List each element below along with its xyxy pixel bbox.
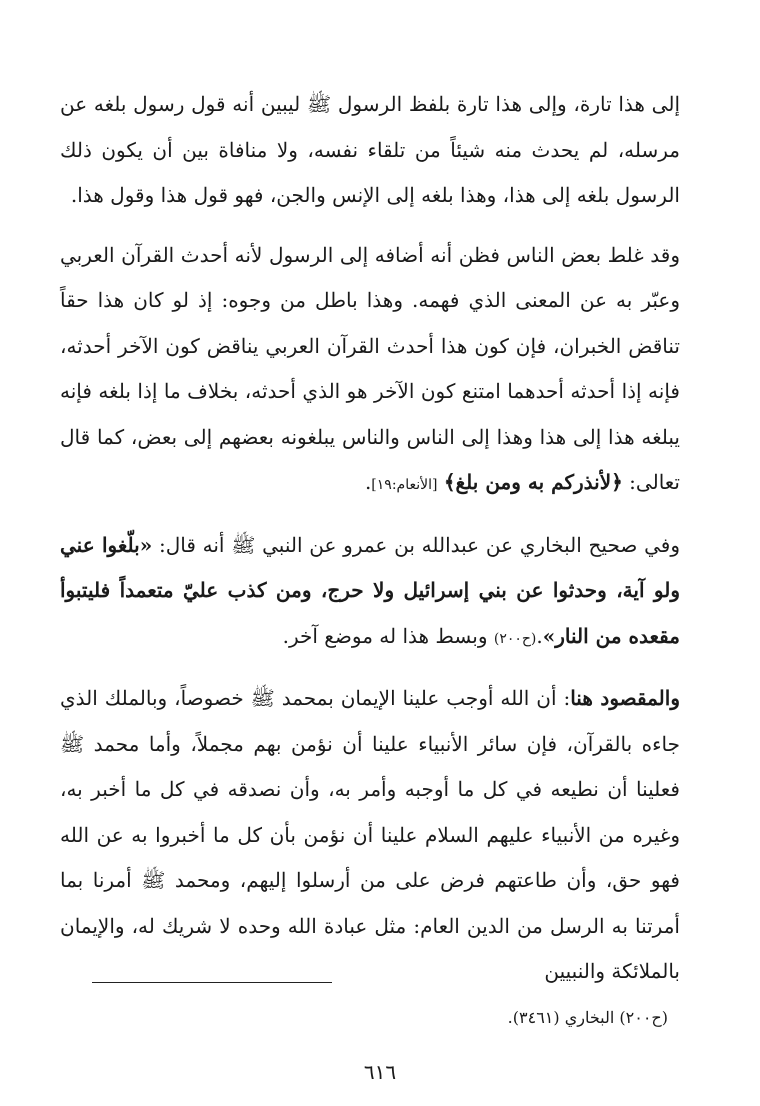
paragraph-4-lead: والمقصود هنا [570,686,680,710]
paragraph-4-text: : أن الله أوجب علينا الإيمان بمحمد ﷺ خصوصاً، وبالملك الذي جاءه بالقرآن، فإن سائر الأنبياء علينا أن نؤمن بهم مجملاً، وأما محمد ﷺ فعلينا أن نطيعه في كل ما أوجبه وأمر به، وأن نصدقه في كل ما أخبر به، وغيره من الأنبياء عليهم السلام علينا أن نؤمن بأن كل ما أخبروا به عن الله فهو حق، وأن طاعتهم فرض على من أرسلوا إليهم، ومحمد ﷺ أمرنا بما أمرتنا به الرسل من الدين العام: مثل عبادة الله وحده لا شريك له، والإيمان بالملائكة والنبيين [60,686,680,983]
footnote: (ح٢٠٠) البخاري (٣٤٦١). [507,1008,668,1027]
paragraph-1 [60,82,680,219]
paragraph-3-dot: . [536,623,543,648]
hadith-quote: «بلّغوا عني ولو آية، وحدثوا عن بني إسرائيل ولا حرج، ومن كذب عليّ متعمداً فليتبوأ مقعده من النار» [60,532,680,648]
paragraph-3-intro: وفي صحيح البخاري عن عبدالله بن عمرو عن النبي ﷺ أنه قال: [152,532,680,557]
page-body [60,82,680,995]
verse-reference: [الأنعام:١٩] [371,477,438,493]
hadith-reference: (ح٢٠٠) [493,630,537,647]
paragraph-2-text: وقد غلط بعض الناس فظن أنه أضافه إلى الرسول لأنه أحدث القرآن العربي وعبّر به عن المعنى الذي فهمه. وهذا باطل من وجوه: إذ لو كان هذا حقاً تناقض الخبران، فإن كون هذا أحدث القرآن العربي يناقض كون الآخر أحدثه، فإنه إذا أحدثه أحدهما امتنع كون الآخر هو الذي أحدثه، بخلاف ما إذا بلغه فإنه يبلغه هذا إلى هذا وهذا إلى الناس والناس يبلغونه بعضهم إلى بعض، كما قال تعالى: [60,242,680,494]
paragraph-2 [60,233,680,509]
page-number: ٦١٦ [363,1060,397,1084]
footnote-divider [92,982,332,983]
paragraph-4 [60,676,680,995]
paragraph-3-end: وبسط هذا له موضع آخر. [282,623,494,648]
paragraph-3 [60,523,680,663]
quran-verse: ﴿لأنذركم به ومن بلغ﴾ [443,470,623,494]
paragraph-2-end: . [364,470,372,494]
paragraph-1-text: إلى هذا تارة، وإلى هذا تارة بلفظ الرسول ﷺ ليبين أنه قول رسول بلغه عن مرسله، لم يحدث منه شيئاً من تلقاء نفسه، ولا منافاة بين أن يكون ذلك الرسول بلغه إلى هذا، وهذا بلغه إلى الإنس والجن، فهو قول هذا وقول هذا. [60,92,680,207]
